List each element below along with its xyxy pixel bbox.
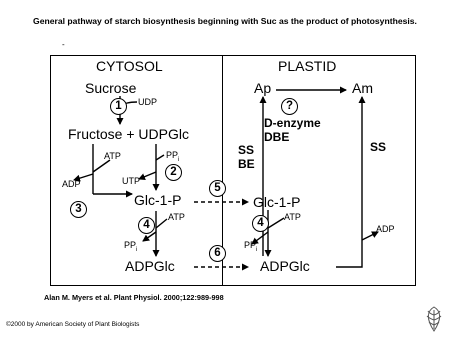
unknown-step-circle: ? xyxy=(281,98,298,115)
adpglc-cytosol-label: ADPGlc xyxy=(125,258,175,274)
cytosol-heading: CYTOSOL xyxy=(96,58,163,74)
be-label: BE xyxy=(238,157,255,171)
arrow-ppi-in xyxy=(156,155,164,160)
slide-title: General pathway of starch biosynthesis beginning with Suc as the product of photosynthesis. xyxy=(33,16,417,26)
plastid-ppi-text: PP xyxy=(244,240,257,250)
glc1p-cytosol-label: Glc-1-P xyxy=(134,192,182,208)
dash-mark: - xyxy=(62,40,65,49)
fructose-udpglc-label: Fructose + UDPGlc xyxy=(68,126,189,142)
aspb-logo-icon xyxy=(423,305,445,333)
ppi-a-subscript: i xyxy=(178,156,180,163)
ss-left-label: SS xyxy=(238,143,255,157)
atp-label-b: ATP xyxy=(168,212,185,222)
adpglc-plastid-label: ADPGlc xyxy=(260,258,310,274)
arrow-atp-in xyxy=(93,160,110,172)
copyright-footer: ©2000 by American Society of Plant Biologists xyxy=(6,321,140,328)
am-label: Am xyxy=(352,80,373,96)
d-enzyme-label: D-enzyme xyxy=(264,116,321,130)
glc1p-plastid-label: Glc-1-P xyxy=(253,194,301,210)
step-4-circle-plastid: 4 xyxy=(252,215,269,232)
ppi-a-text: PP xyxy=(166,150,179,160)
step-4-circle-cytosol: 4 xyxy=(138,217,155,234)
arrow-utp-out xyxy=(139,172,156,179)
ppi-label-b xyxy=(124,240,137,253)
atp-label-a: ATP xyxy=(104,151,121,161)
ss-right-label: SS xyxy=(370,140,387,154)
ppi-label-a xyxy=(166,150,179,163)
ap-label: Ap xyxy=(254,80,272,96)
adp-label: ADP xyxy=(62,179,81,189)
plastid-atp-label: ATP xyxy=(284,212,301,222)
step-3-circle: 3 xyxy=(70,201,87,218)
arrow-plastid-atp-in xyxy=(268,218,284,228)
ppi-b-subscript: i xyxy=(136,246,138,253)
arrow-atp-b-in xyxy=(156,219,167,228)
plastid-ppi-subscript: i xyxy=(256,246,258,253)
dbe-label: DBE xyxy=(264,130,290,144)
plastid-adp-label: ADP xyxy=(376,224,395,234)
plastid-heading: PLASTID xyxy=(278,58,337,74)
step-1-circle: 1 xyxy=(110,98,127,115)
step-2-circle: 2 xyxy=(165,164,182,181)
ppi-b-text: PP xyxy=(124,240,137,250)
arrow-adpglc-to-am xyxy=(336,97,362,267)
step-5-circle: 5 xyxy=(209,180,226,197)
plastid-ppi-label xyxy=(244,240,257,253)
citation: Alan M. Myers et al. Plant Physiol. 2000;122:989-998 xyxy=(44,293,224,302)
step-6-circle: 6 xyxy=(209,245,226,262)
sucrose-label: Sucrose xyxy=(85,80,137,96)
udp-label: UDP xyxy=(138,97,158,107)
utp-label: UTP xyxy=(122,176,140,186)
